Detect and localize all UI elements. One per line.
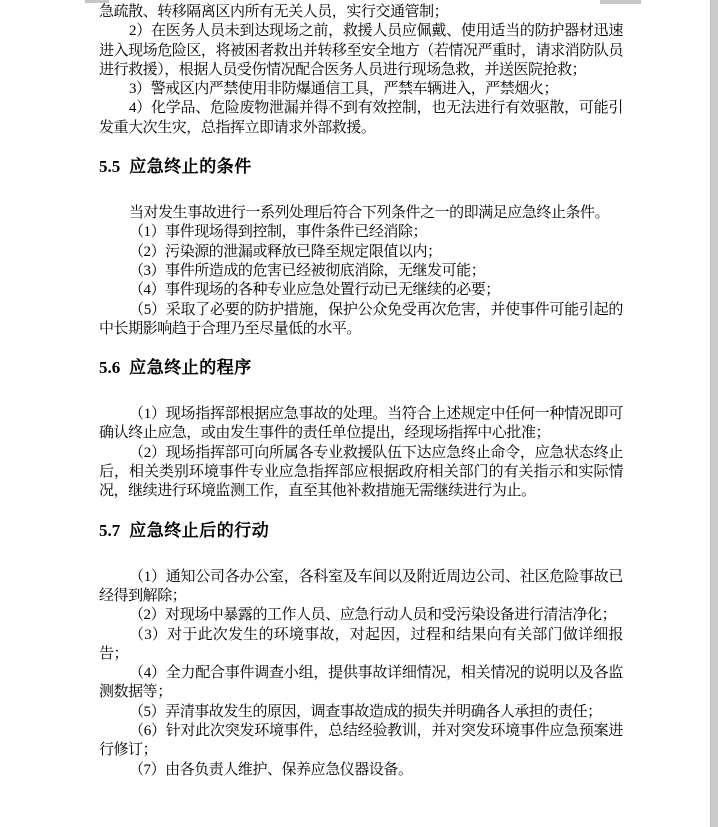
paragraph: （4）全力配合事件调查小组，提供事故详细情况，相关情况的说明以及各监测数据等； [99, 665, 623, 701]
paragraph: （5）弄清事故发生的原因，调查事故造成的损失并明确各人承担的责任； [129, 703, 602, 720]
paragraph: （2）对现场中暴露的工作人员、应急行动人员和受污染设备进行清洁净化； [129, 607, 617, 624]
paragraph: （2）现场指挥部可向所属各专业救援队伍下达应急终止命令，应急状态终止后，相关类别环境事件专业应急指挥部应根据政府相关部门的有关指示和实际情况，继续进行环境监测工作，直至其他补救措施无需继续进行为止。 [99, 444, 623, 500]
section-heading [99, 155, 623, 180]
section-number: 5.5 [99, 157, 121, 177]
paragraph: 急疏散、转移隔离区内所有无关人员，实行交通管制； [99, 4, 449, 20]
paragraph: 3）警戒区内严禁使用非防爆通信工具，严禁车辆进入，严禁烟火； [129, 81, 559, 98]
document-content [99, 0, 623, 780]
paragraph: （2）污染源的泄漏或释放已降至规定限值以内； [129, 243, 442, 260]
section-title: 应急终止的程序 [129, 358, 252, 378]
paragraph: （7）由各负责人维护、保养应急仪器设备。 [129, 761, 413, 778]
paragraph: （3）对于此次发生的环境事故，对起因，过程和结果向有关部门做详细报告； [99, 626, 623, 662]
paragraph: （1）现场指挥部根据应急事故的处理。当符合上述规定中任何一种情况即可确认终止应急，或由发生事件的责任单位提出，经现场指挥中心批准； [99, 406, 623, 442]
paragraph: 当对发生事故进行一系列处理后符合下列条件之一的即满足应急终止条件。 [129, 205, 610, 222]
paragraph: 4）化学品、危险废物泄漏并得不到有效控制，也无法进行有效驱散，可能引发重大次生灾，总指挥立即请求外部救援。 [99, 100, 623, 136]
section-heading [99, 519, 623, 544]
paragraph: （4）事件现场的各种专业应急处置行动已无继续的必要； [129, 282, 500, 299]
section-title: 应急终止的条件 [129, 157, 252, 177]
paragraph: （1）通知公司各办公室，各科室及车间以及附近周边公司、社区危险事故已经得到解除； [99, 568, 623, 604]
section-number: 5.6 [99, 358, 121, 378]
paragraph: 2）在医务人员未到达现场之前，救援人员应佩戴、使用适当的防护器材迅速进入现场危险区，将被困者救出并转移至安全地方（若情况严重时，请求消防队员进行救援），根据人员受伤情况配合医务人员进行现场急救，并送医院抢救； [99, 23, 623, 78]
paragraph: （5）采取了必要的防护措施，保护公众免受再次危害，并使事件可能引起的中长期影响趋于合理乃至尽量低的水平。 [99, 301, 623, 337]
page-edge-strip [710, 0, 718, 827]
section-number: 5.7 [99, 520, 121, 540]
paragraph: （3）事件所造成的危害已经被彻底消除，无继发可能； [129, 262, 486, 279]
paragraph: （1）事件现场得到控制，事件条件已经消除； [129, 224, 428, 241]
paragraph: （6）针对此次突发环境事件，总结经验教训，并对突发环境事件应急预案进行修订； [99, 723, 623, 759]
section-heading [99, 356, 623, 381]
section-title: 应急终止后的行动 [129, 520, 270, 540]
